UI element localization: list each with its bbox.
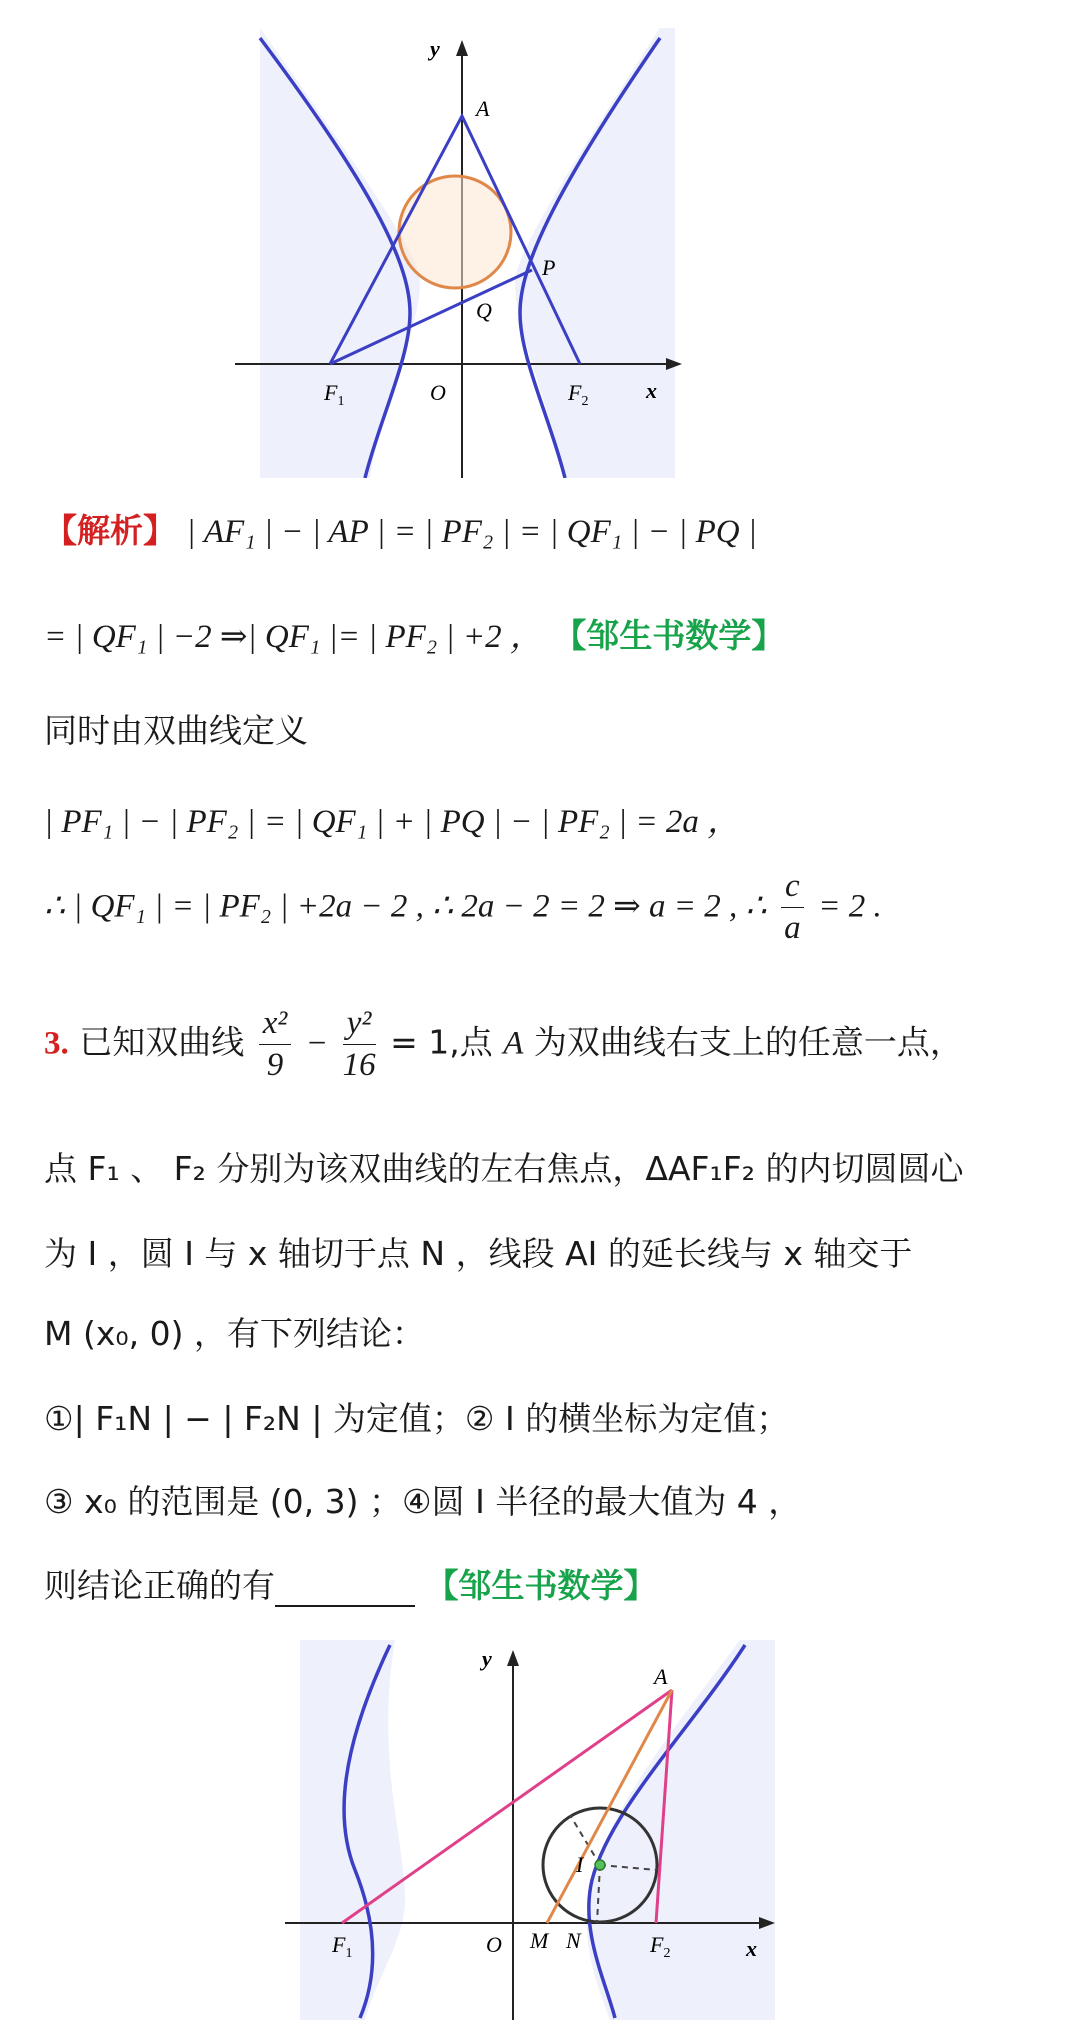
solution-eq-2: = | QF₁ | −2 ⇒| QF₁ |= | PF₂ | +2 ， xyxy=(44,619,543,655)
problem-number: 3. xyxy=(44,1025,69,1062)
problem-line-2: 点 F₁ 、 F₂ 分别为该双曲线的左右焦点，ΔAF₁F₂ 的内切圆圆心 xyxy=(44,1149,964,1188)
problem-line-4: M (x₀, 0) ，有下列结论： xyxy=(44,1314,425,1353)
answer-blank[interactable] xyxy=(275,1575,415,1607)
solution-eq-5: ∴ | QF₁ | = | PF₂ | +2a − 2 , ∴ 2a − 2 = 2 ⇒ a = 2 , ∴ xyxy=(44,888,767,925)
label-A: A xyxy=(476,96,490,121)
source-tag-1: 【邹生书数学】 xyxy=(553,616,785,655)
solution-eq-1: | AF₁ | − | AP | = | PF₂ | = | QF₁ | − | PQ | xyxy=(186,514,757,550)
problem-line-6: ③ x₀ 的范围是 (0, 3) ；④圆 I 半径的最大值为 4 ， xyxy=(44,1482,802,1521)
label-x-2: x xyxy=(746,1936,757,1961)
minus-sign: − xyxy=(305,1025,329,1062)
label-O-2: O xyxy=(486,1932,502,1957)
solution-eq-5-end: = 2 . xyxy=(818,888,882,925)
problem-tail-1: 为双曲线右支上的任意一点， xyxy=(533,1022,963,1062)
solution-line-4: | PF₁ | − | PF₂ | = | QF₁ | + | PQ | − | PF₂ | = 2a ， xyxy=(44,804,741,840)
label-F1-2: $F_1$ xyxy=(332,1932,353,1961)
solution-tag: 【解析】 xyxy=(44,511,176,550)
problem-line-3: 为 I ，圆 I 与 x 轴切于点 N ，线段 AI 的延长线与 x 轴交于 xyxy=(44,1234,913,1273)
label-M-2: M xyxy=(530,1928,549,1953)
problem-intro: 已知双曲线 xyxy=(79,1022,245,1062)
label-x: x xyxy=(646,378,657,403)
label-F1: $F_1$ xyxy=(324,380,345,409)
figure-hyperbola-2 xyxy=(280,1640,780,2020)
solution-line-2 xyxy=(44,610,784,657)
problem-line-5: ①| F₁N | − | F₂N | 为定值；② I 的横坐标为定值； xyxy=(44,1399,790,1438)
solution-line-3: 同时由双曲线定义 xyxy=(44,711,308,750)
label-N-2: N xyxy=(566,1928,581,1953)
problem-question: 则结论正确的有 xyxy=(44,1566,275,1605)
source-tag-2: 【邹生书数学】 xyxy=(425,1566,657,1605)
center-I xyxy=(595,1860,605,1870)
label-F2: $F_2$ xyxy=(568,380,589,409)
fraction-y2-over-16: $\frac{\text{y²}}{16}$ xyxy=(342,1005,376,1083)
label-y: y xyxy=(430,36,440,61)
problem-line-1 xyxy=(44,1005,963,1084)
incircle xyxy=(399,176,511,288)
eq-rest: = 1,点 xyxy=(390,1022,493,1062)
point-A: A xyxy=(503,1025,524,1062)
label-Q: Q xyxy=(476,298,492,323)
fraction-x2-over-9: $\frac{\text{x²}}{9}$ xyxy=(259,1005,292,1084)
solution-line-1 xyxy=(44,505,757,552)
label-O: O xyxy=(430,380,446,405)
solution-line-5 xyxy=(44,868,882,947)
label-F2-2: $F_2$ xyxy=(650,1932,671,1961)
label-y-2: y xyxy=(482,1646,492,1671)
fraction-c-over-a: $\frac{c}{a}$ xyxy=(781,868,804,947)
label-P: P xyxy=(542,255,556,280)
problem-line-7 xyxy=(44,1560,657,1607)
label-I-2: I xyxy=(576,1852,584,1877)
label-A-2: A xyxy=(654,1664,668,1689)
figure-hyperbola-1 xyxy=(230,28,690,478)
